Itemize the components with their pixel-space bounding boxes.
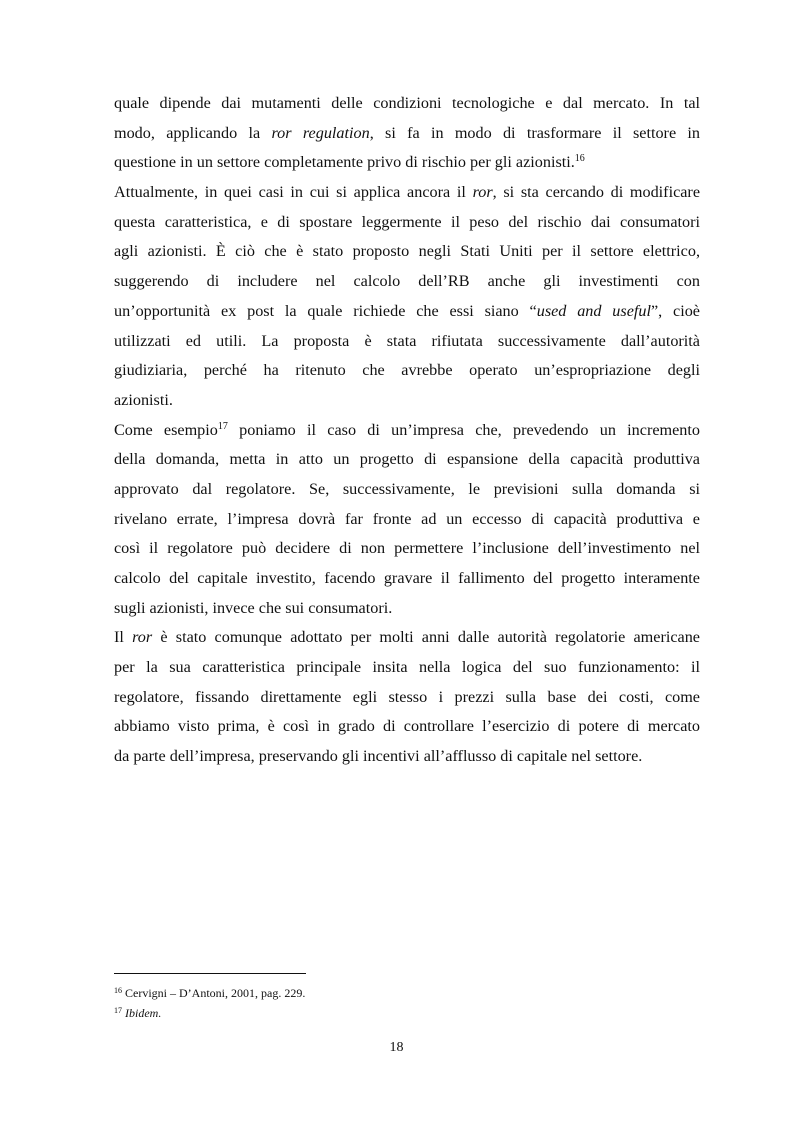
text-run: azionisti. (114, 390, 173, 409)
italic-text: ror (472, 183, 493, 202)
text-run: un’opportunità ex post la quale richiede che essi siano “ (114, 301, 537, 320)
text-run: questa caratteristica, e di spostare leggermente il peso del rischio dai consumatori (114, 212, 700, 231)
text-run: così il regolatore può decidere di non permettere l’inclusione dell’investimento nel (114, 539, 700, 558)
text-line (114, 623, 700, 653)
footnote-number: 17 (114, 1006, 122, 1015)
text-line (114, 564, 700, 594)
text-line (114, 327, 700, 357)
text-run: questione in un settore completamente privo di rischio per gli azionisti. (114, 153, 575, 172)
text-run: della domanda, metta in atto un progetto di espansione della capacità produttiva (114, 450, 700, 469)
text-run: da parte dell’impresa, preservando gli incentivi all’afflusso di capitale nel settore. (114, 747, 643, 766)
text-line (114, 416, 700, 446)
text-line (114, 505, 700, 535)
text-line (114, 594, 700, 624)
text-line (114, 237, 700, 267)
text-line (114, 267, 700, 297)
text-run: giudiziaria, perché ha ritenuto che avrebbe operato un’espropriazione degli (114, 361, 700, 380)
footnote-reference: 17 (217, 420, 228, 432)
text-run: Il (114, 628, 133, 647)
footnote-text: Cervigni – D’Antoni, 2001, pag. 229. (125, 986, 306, 1000)
text-line (114, 445, 700, 475)
text-line (114, 534, 700, 564)
page-number: 18 (389, 1040, 404, 1055)
text-run: è stato comunque adottato per molti anni dalle autorità regolatorie americane (152, 628, 700, 647)
text-line (114, 119, 700, 149)
text-run: Come esempio (114, 420, 218, 439)
paragraph (114, 178, 700, 416)
footnote-17 (114, 1003, 700, 1023)
text-run: approvato dal regolatore. Se, successivamente, le previsioni sulla domanda si (114, 479, 700, 498)
text-run: Attualmente, in quei casi in cui si applica ancora il (114, 183, 473, 202)
footnotes (114, 983, 700, 1023)
text-line (114, 178, 700, 208)
text-run: utilizzati ed utili. La proposta è stata rifiutata successivamente dall’autorità (114, 331, 700, 350)
italic-text: ror (132, 628, 153, 647)
footnote-number: 16 (114, 986, 122, 995)
body-text (114, 89, 700, 772)
text-run: suggerendo di includere nel calcolo dell’RB anche gli investimenti con (114, 272, 700, 291)
text-run: poniamo il caso di un’impresa che, prevedendo un incremento (227, 420, 700, 439)
text-line (114, 386, 700, 416)
paragraph (114, 416, 700, 624)
text-run: agli azionisti. È ciò che è stato proposto negli Stati Uniti per il settore elettrico, (114, 242, 700, 261)
text-line (114, 475, 700, 505)
text-run: per la sua caratteristica principale insita nella logica del suo funzionamento: il (114, 658, 700, 677)
text-run: modo, applicando la (114, 123, 272, 142)
paragraph (114, 89, 700, 178)
footnote-16 (114, 983, 700, 1003)
text-line (114, 89, 700, 119)
footnote-text: Ibidem. (125, 1006, 162, 1020)
footnote-reference: 16 (574, 153, 585, 165)
text-line (114, 653, 700, 683)
text-line (114, 712, 700, 742)
text-line (114, 148, 700, 178)
text-line (114, 683, 700, 713)
text-run: abbiamo visto prima, è così in grado di controllare l’esercizio di potere di mercato (114, 717, 700, 736)
text-run: calcolo del capitale investito, facendo gravare il fallimento del progetto interamente (114, 569, 700, 587)
footnote-separator (114, 973, 306, 974)
paragraph (114, 623, 700, 771)
text-line (114, 742, 700, 772)
text-line (114, 356, 700, 386)
italic-text: ror regulation (271, 123, 370, 142)
text-run: quale dipende dai mutamenti delle condizioni tecnologiche e dal mercato. In tal (114, 94, 700, 112)
text-run: , si fa in modo di trasformare il settore in (369, 123, 701, 142)
text-run: regolatore, fissando direttamente egli stesso i prezzi sulla base dei costi, come (114, 687, 700, 706)
text-run: ”, cioè (650, 301, 700, 320)
text-run: , si sta cercando di modificare (492, 183, 701, 202)
text-line (114, 297, 700, 327)
text-run: rivelano errate, l’impresa dovrà far fronte ad un eccesso di capacità produttiva e (114, 509, 700, 528)
text-run: sugli azionisti, invece che sui consumatori. (114, 598, 393, 617)
text-line (114, 208, 700, 238)
italic-text: used and useful (536, 301, 651, 320)
